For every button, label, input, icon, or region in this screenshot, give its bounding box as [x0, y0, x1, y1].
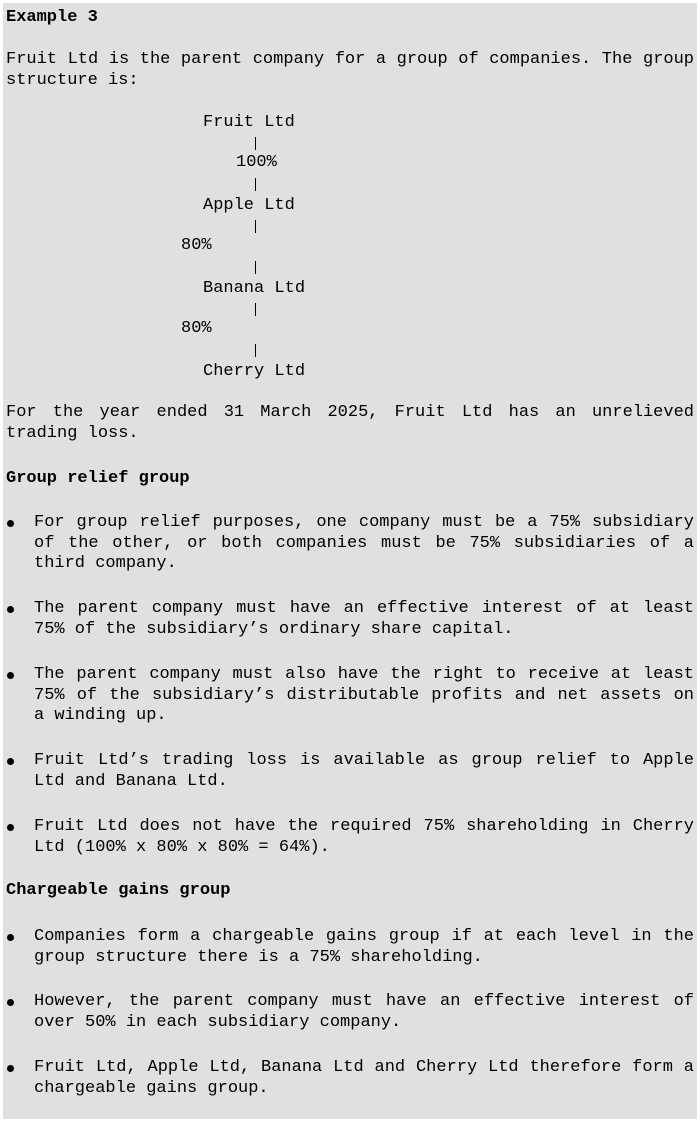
holding-fruit-apple: 100% [236, 153, 277, 172]
list-item [6, 513, 694, 575]
bullet-text: Fruit Ltd, Apple Ltd, Banana Ltd and Cherry Ltd therefore form a chargeable gains group. [34, 1058, 694, 1098]
holding-apple-banana: 80% [181, 236, 212, 255]
company-cherry-ltd: Cherry Ltd [203, 362, 306, 381]
connector-line [255, 220, 256, 233]
list-item [6, 927, 694, 968]
company-banana-ltd: Banana Ltd [203, 279, 306, 298]
list-item [6, 599, 694, 640]
connector-line [255, 303, 256, 316]
bullet-text: The parent company must have an effective interest of at least 75% of the subsidiary’s ordinary share capital. [34, 599, 694, 639]
bullet-text: Companies form a chargeable gains group if at each level in the group structure there is a 75% shareholding. [34, 927, 694, 967]
connector-line [255, 178, 256, 191]
bullet-text: However, the parent company must have an effective interest of over 50% in each subsidiary company. [34, 992, 694, 1032]
section-heading-chargeable-gains: Chargeable gains group [6, 881, 231, 900]
list-item [6, 1058, 694, 1099]
intro-paragraph: Fruit Ltd is the parent company for a group of companies. The group structure is: [6, 50, 694, 90]
bullet-text: Fruit Ltd does not have the required 75% shareholding in Cherry Ltd (100% x 80% x 80% = 64%). [34, 817, 694, 857]
loss-statement: For the year ended 31 March 2025, Fruit Ltd has an unrelieved trading loss. [6, 403, 694, 443]
holding-banana-cherry: 80% [181, 319, 212, 338]
list-item [6, 665, 694, 727]
connector-line [255, 137, 256, 150]
list-item [6, 751, 694, 792]
company-apple-ltd: Apple Ltd [203, 196, 295, 215]
list-item [6, 817, 694, 858]
bullet-text: Fruit Ltd’s trading loss is available as group relief to Apple Ltd and Banana Ltd. [34, 751, 694, 791]
bullet-text: For group relief purposes, one company must be a 75% subsidiary of the other, or both companies must be 75% subsidiaries of a third company. [34, 513, 694, 573]
list-item [6, 992, 694, 1033]
connector-line [255, 344, 256, 357]
example-title: Example 3 [6, 8, 98, 27]
document-panel [3, 3, 697, 1119]
bullet-text: The parent company must also have the right to receive at least 75% of the subsidiary’s distributable profits and net assets on a winding up. [34, 665, 694, 725]
connector-line [255, 261, 256, 274]
section-heading-group-relief: Group relief group [6, 469, 190, 488]
company-fruit-ltd: Fruit Ltd [203, 113, 295, 132]
